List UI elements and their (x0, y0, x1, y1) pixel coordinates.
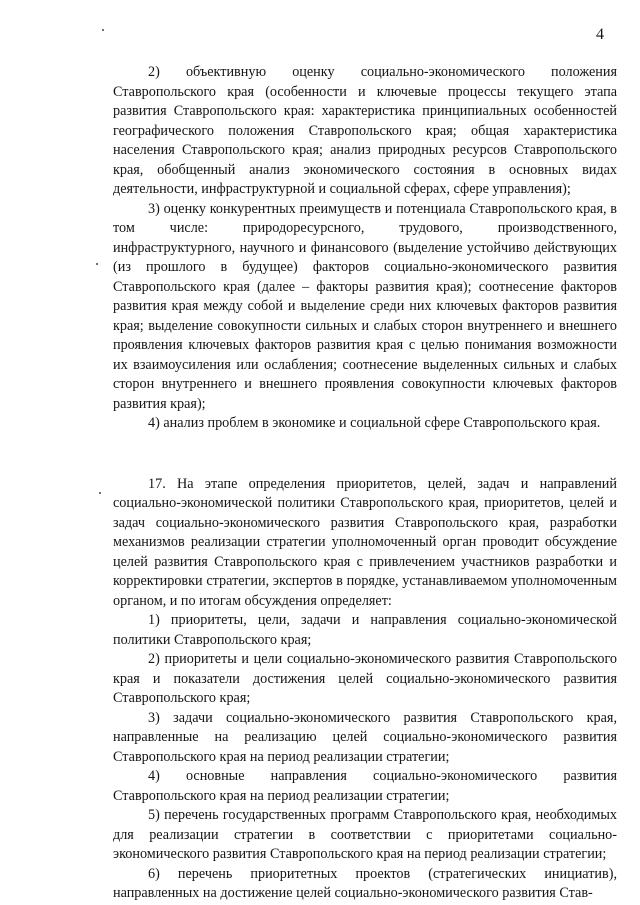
paragraph-section-17: 17. На этапе определения приоритетов, целей, задач и направлений социально-экономической политики Ставропольского края, приоритетов, целей и задач социально-экономического развития Ставропольского края, разработки механизмов реализации стратегии уполномоченный орган проводит обсуждение целей развития Ставропольского края с привлечением участников разработки и корректировки стратегии, экспертов в порядке, устанавливаемом уполномоченным органом, и по итогам обсуждения определяет: (113, 475, 617, 609)
paragraph-item-2: 2) объективную оценку социально-экономического положения Ставропольского края (особенности и ключевые процессы текущего этапа развития Ставропольского края: характеристика принципиальных особенностей географического положения Ставропольского края; общая характеристика населения Ставропольского края; анализ природных ресурсов Ставропольского края, обобщенный анализ экономического состояния в основных видах деятельности, инфраструктурной и социальной сферах, сфере управления); (113, 64, 617, 197)
section-gap (113, 434, 617, 475)
list-item-3: 3) задачи социально-экономического развития Ставропольского края, направленные на реализацию целей социально-экономического развития Ставропольского края на период реализации стратегии; (113, 709, 617, 765)
scan-speck (102, 29, 104, 31)
list-item-1: 1) приоритеты, цели, задачи и направления социально-экономической политики Ставропольского края; (113, 612, 617, 648)
page-number: 4 (596, 26, 604, 43)
document-body (113, 63, 617, 904)
paragraph-item-4: 4) анализ проблем в экономике и социальной сфере Ставропольского края. (148, 415, 601, 431)
list-item-2: 2) приоритеты и цели социально-экономического развития Ставропольского края и показатели достижения целей социально-экономического развития Ставропольского края; (113, 651, 617, 706)
paragraph-item-3: 3) оценку конкурентных преимуществ и потенциала Ставропольского края, в том числе: природоресурсного, трудового, производственного, инфраструктурного, научного и финансового (выделение устойчиво действующих (из прошлого в будущее) факторов социально-экономического развития Ставропольского края (далее – факторы развития края); соотнесение факторов развития края между собой и выделение среди них ключевых факторов развития края; выделение совокупности сильных и слабых сторон внутреннего и внешнего проявления ключевых факторов развития края с целью понимания возможности их взаимоусиления или ослабления; соотнесение выделенных сильных и слабых сторон внутреннего и внешнего проявления совокупности ключевых факторов развития края); (113, 200, 617, 412)
list-item-5: 5) перечень государственных программ Ставропольского края, необходимых для реализации стратегии в соответствии с приоритетами социально-экономического развития Ставропольского края на период реализации стратегии; (113, 807, 617, 862)
scan-speck (96, 263, 98, 265)
list-item-4: 4) основные направления социально-экономического развития Ставропольского края на период реализации стратегии; (113, 768, 617, 804)
scan-speck (99, 492, 101, 494)
list-item-6: 6) перечень приоритетных проектов (стратегических инициатив), направленных на достижение целей социально-экономического развития Став- (113, 865, 617, 901)
